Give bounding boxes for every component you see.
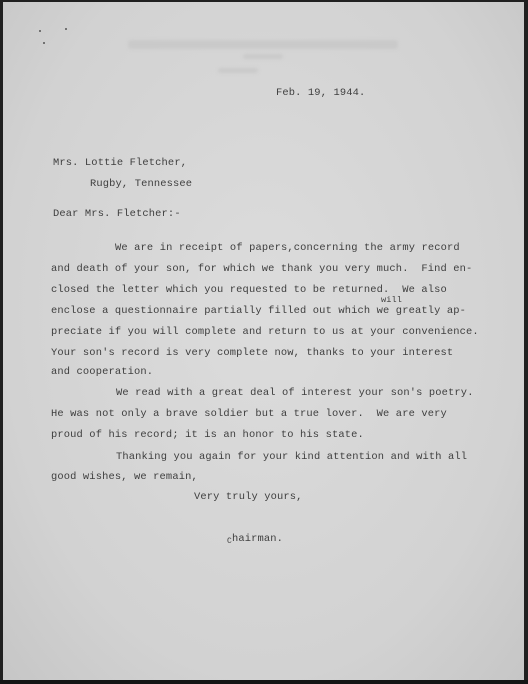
recipient-name: Mrs. Lottie Fletcher, <box>53 157 188 169</box>
body-line: Thanking you again for your kind attention and with all <box>116 451 468 463</box>
salutation: Dear Mrs. Fletcher:- <box>53 208 181 220</box>
closing: Very truly yours, <box>194 491 303 503</box>
body-line: He was not only a brave soldier but a true lover. We are very <box>51 408 447 420</box>
body-line: good wishes, we remain, <box>51 471 198 483</box>
letter-page <box>3 2 524 680</box>
scan-border <box>0 680 528 684</box>
body-line: preciate if you will complete and return to us at your convenience. <box>51 326 479 338</box>
ink-speck <box>65 28 67 30</box>
body-line: closed the letter which you requested to be returned. We also <box>51 284 447 296</box>
body-line: enclose a questionnaire partially filled out which we greatly ap- <box>51 305 467 317</box>
recipient-place: Rugby, Tennessee <box>90 178 193 190</box>
signature-title <box>227 534 283 546</box>
signature-text: hairman. <box>231 533 284 545</box>
body-line: Your son's record is very complete now, thanks to your interest <box>51 347 454 359</box>
ink-speck <box>39 30 41 32</box>
signature-initial: C <box>227 537 232 546</box>
faded-letterhead-line-3 <box>218 68 258 73</box>
letter-date: Feb. 19, 1944. <box>276 87 366 99</box>
body-line: and cooperation. <box>51 366 154 378</box>
ink-speck <box>43 42 45 44</box>
body-line: and death of your son, for which we thank you very much. Find en- <box>51 263 473 275</box>
interlineation: will <box>381 295 403 305</box>
body-line: proud of his record; it is an honor to his state. <box>51 429 364 441</box>
body-line: We read with a great deal of interest your son's poetry. <box>116 387 474 399</box>
faded-letterhead <box>128 40 398 49</box>
body-line: We are in receipt of papers,concerning the army record <box>115 242 460 254</box>
faded-letterhead-line-2 <box>243 54 283 59</box>
